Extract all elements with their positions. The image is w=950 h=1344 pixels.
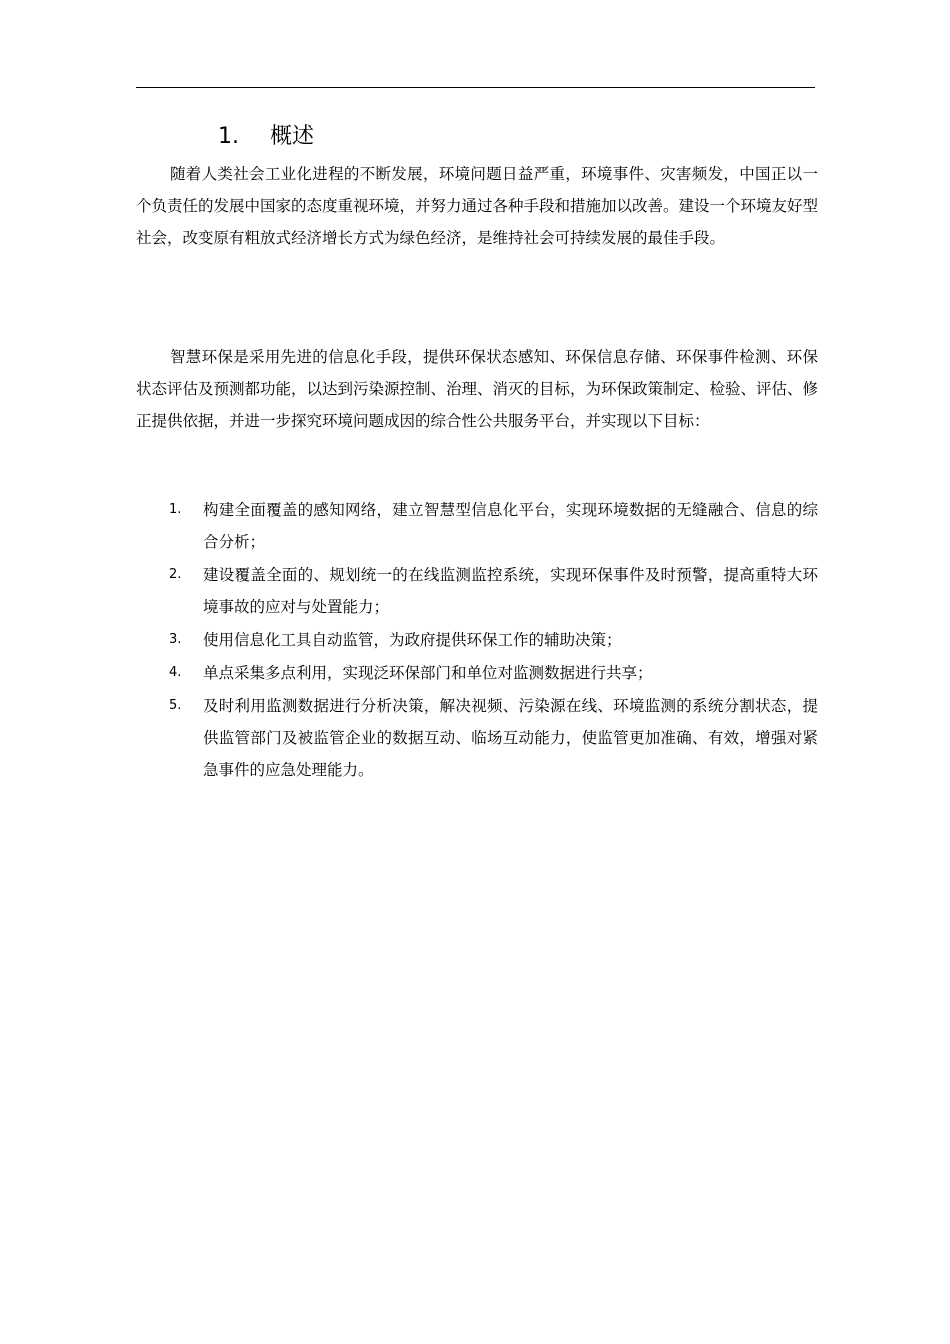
list-item-number: 5. — [169, 698, 182, 713]
header-rule — [136, 87, 815, 88]
list-item — [136, 690, 818, 786]
section-title: 概述 — [270, 124, 315, 149]
list-item — [136, 624, 818, 656]
list-item — [136, 494, 818, 558]
section-heading — [218, 120, 314, 154]
list-item-number: 2. — [169, 567, 182, 582]
list-item — [136, 657, 818, 689]
list-item-text: 及时利用监测数据进行分析决策，解决视频、污染源在线、环境监测的系统分割状态，提供监管部门及被监管企业的数据互动、临场互动能力，使监管更加准确、有效，增强对紧急事件的应急处理能力。 — [203, 697, 818, 779]
list-item-number: 4. — [169, 665, 182, 680]
list-item-text: 单点采集多点利用，实现泛环保部门和单位对监测数据进行共享； — [203, 664, 653, 682]
list-item-text: 建设覆盖全面的、规划统一的在线监测监控系统，实现环保事件及时预警，提高重特大环境事故的应对与处置能力； — [203, 566, 818, 616]
list-item-number: 3. — [169, 632, 182, 647]
list-item — [136, 559, 818, 623]
intro-paragraph: 随着人类社会工业化进程的不断发展，环境问题日益严重，环境事件、灾害频发，中国正以一个负责任的发展中国家的态度重视环境，并努力通过各种手段和措施加以改善。建设一个环境友好型社会，改变原有粗放式经济增长方式为绿色经济，是维持社会可持续发展的最佳手段。 — [136, 165, 819, 247]
list-item-text: 使用信息化工具自动监管，为政府提供环保工作的辅助决策； — [203, 631, 622, 649]
section-number: 1. — [218, 124, 239, 149]
list-item-text: 构建全面覆盖的感知网络，建立智慧型信息化平台，实现环境数据的无缝融合、信息的综合分析； — [203, 501, 818, 551]
list-item-number: 1. — [169, 502, 182, 517]
smart-env-paragraph: 智慧环保是采用先进的信息化手段，提供环保状态感知、环保信息存储、环保事件检测、环保状态评估及预测都功能，以达到污染源控制、治理、消灭的目标，为环保政策制定、检验、评估、修正提供依据，并进一步探究环境问题成因的综合性公共服务平台，并实现以下目标： — [136, 348, 819, 430]
goal-list — [136, 494, 818, 787]
